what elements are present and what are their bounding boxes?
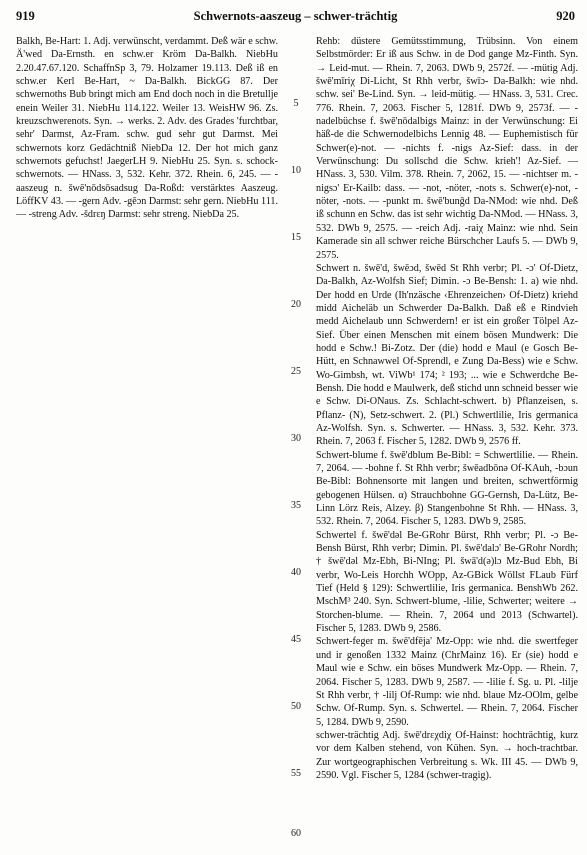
line-number: 55 bbox=[291, 768, 301, 779]
entry-paragraph: Balkh, Be-Hart: 1. Adj. verwünscht, verdammt. Deß wär e schw. Ä'wed Da-Ernsth. en schw.er Kröm Da-Balkh. NiebHu 2.20.47.67.120. SchaffnSp 3, 79. Holzamer 19.113. Deß iß en schw.er Kerl Be-Hart, ~ Da-Balkh. BickGG 87. Der schwernoths Bub bringt mich am End doch noch in die Bretullje enein Weiler 31. NiebHu 114.122. Weiler 13. WeisHW 96. Zs. kreuzschwerenots. Syn. → werks. 2. Adv. des Grades 'furchtbar, sehr' Darmst, Az-Fram. schw. gud sehr gut Darmst. Mei schwernots korz Gedächtniß NiebDa 12. Der hot mich ganz schwernots gefuchst! JaegerLH 9. NiebHu 25. Syn. s. schock-schwernots. — HNass. 3, 532. Kehr. 372. Rhein. 6, 245. — -aaszeug n. šwē'nōdsōsadsug Da-Roßd: verstärktes Aaszeug. LöffKV 43. — -gern Adv. -gēɔn Darmst: sehr gern. NiebHu 111. — -streng Adv. -šdrɛŋ Darmst: sehr streng. NiebDa 25. bbox=[16, 36, 278, 221]
running-head: Schwernots-aaszeug – schwer-trächtig bbox=[193, 9, 398, 23]
line-number: 50 bbox=[291, 701, 301, 712]
line-number: 30 bbox=[291, 433, 301, 444]
page-number-right: 920 bbox=[556, 9, 575, 23]
line-number-gutter bbox=[282, 35, 310, 847]
line-number: 20 bbox=[291, 299, 301, 310]
line-number: 60 bbox=[291, 828, 301, 839]
entry-paragraph: Schwert-blume f. šwē'dblum Be-Bibl: = Schwertlilie. — Rhein. 7, 2064. — -bohne f. St Rhh verbr; šwēadbōnə Of-KAuh, -bɔun Be-Bibl: Bohnensorte mit langen und breiten, schwertförmig gebogenen Hülsen. α) Strauchbohne GG-Gernsh, Da-Lütz, Be-Linn Lörz Reis, Alzey. β) Stangenbohne St Rhh. — HNass. 3, 532. Rhein. 7, 2064. Fischer 5, 1283. DWb 9, 2585. bbox=[316, 449, 578, 528]
page-number-left: 919 bbox=[16, 9, 35, 23]
line-number: 40 bbox=[291, 567, 301, 578]
line-number: 15 bbox=[291, 232, 301, 243]
entry-paragraph: Schwertel f. šwē'dəl Be-GRohr Bürst, Rhh verbr; Pl. -ɔ Be-Bensh Bürst, Rhh verbr; Dimin. Pl. šwē'dalɔ' Be-GRohr Nordh; † šwē'dəl Mz-Ebh, Bi-NIng; Pl. šwā'd(ə)lɔ Mz-Bud Ebh, Bi verbr, Wo-Leis Horchh WOpp, Az-GBick Wöllst FLaub Fürf Tief (Held § 129): Schwertlilie, Iris germanica. BenshWb 262. MschM³ 240. Syn. Schwert-blume, -lilie, Schwerter; weitere → Storchen-blume. — Rhein. 7, 2064 und 2013 (Schwartel). Fischer 5, 1283. DWb 9, 2586. bbox=[316, 529, 578, 635]
entry-paragraph: Schwert-feger m. šwē'dfēja' Mz-Opp: wie nhd. die swertfeger und ir genoßen 1332 Mainz (ChrMainz 16). Er (sie) hodd e Maul wie e Schw. ein böses Mundwerk Mz-Opp. — Rhein. 7, 2064. Fischer 5, 1283. DWb 9, 2587. — -lilie f. Sg. u. Pl. -lilje St Rhh verbr, † -lilj Of-Rump: wie nhd. blaue Mz-OOlm, gelbe Schw. Of-Rump. Syn. s. Schwertel. — Rhein. 7, 2064. Fischer 5, 1284. DWb 9, 2590. bbox=[316, 636, 578, 728]
entry-paragraph: Rehb: düstere Gemütsstimmung, Trübsinn. Von einem Selbstmörder: Er iß aus Schw. in de Dod gange Mz-Finth. Syn. → Leid-mut. — Rhein. 7, 2063. DWb 9, 2572f. — -mütig Adj. šwē'mīriχ Di-Licht, St Rhh verbr, šwīɔ- Da-Balkh: wie nhd. schw. sei' Be-Lind. Syn. → leid-mütig. — HNass. 3, 531. Crec. 776. Rhein. 7, 2063. Fischer 5, 1281f. DWb 9, 2573f. — -nadelbüchse f. šwē'nōdalbigs Mainz: in der Verwünschung: Ei häß-de die Schwernodelbichs Lennig 48. — Euphemistisch für Schwer(e)-not. — -nichts f. -nigs Az-Sief: dass. in der Verwünschung: Du sollschd die Schw. krieh'! Az-Sief. — HNass. 3, 530. Vilm. 378. Rhein. 7, 2062, 15. — -nichtser m. -nigsɔ' Er-Kailb: dass. — -not, -nöter, -nots s. Schwer(e)-not, -nöter, -nots. — -punkt m. šwē'bunḡd Da-NMod: wie nhd. Deß iß schunn en Schw. das ist sehr wichtig Da-NMod. — HNass. 3, 532. DWb 9, 2575. — -reich Adj. -raiχ Mainz: wie nhd. Sein Kamerade sin all schwer reiche Bürschcher Laufs 5. — DWb 9, 2575. bbox=[316, 36, 578, 261]
line-number: 35 bbox=[291, 500, 301, 511]
line-number: 10 bbox=[291, 165, 301, 176]
left-column bbox=[16, 35, 278, 847]
page-header bbox=[16, 9, 575, 27]
line-number: 5 bbox=[293, 98, 299, 109]
right-column bbox=[316, 35, 578, 847]
entry-paragraph: schwer-trächtig Adj. šwē'drɛχdiχ Of-Hainst: hochträchtig, kurz vor dem Kalben stehend, von Kühen. Syn. → hoch-trachtbar. Zur wortgeographischen Verbreitung s. Wk. III 45. — DWb 9, 2590. Vgl. Fischer 5, 1284 (schwer-tragig). bbox=[316, 729, 578, 781]
entry-paragraph: Schwert n. šwē'd, šwēɔd, šwēd St Rhh verbr; Pl. -ɔ' Of-Dietz, Da-Balkh, Az-Wolfsh Sief; Dimin. -ɔ Be-Bensh: 1. a) wie nhd. Der hodd en Urde (Ih'nzäsche ‹Ehrenzeichen› Of-Dietz) kriehd midd Aicheläb un Schwerder Da-Balkh. Daß eß e Rindvieh medd Aichelaub unn Schwerdern! er ist ein großer Tölpel Az-Sief. Über einen Menschen mit einem bösen Mundwerk: Die hodd e Schw.! Bi-Zotz. Der (die) hodd e Maul (e Gosch Be-Hütt, en Schnawwel Of-Sprendl, e Zung Da-Bess) wie e Schw. Wo-Gimbsh, wt. ViWb¹ 174; ² 193; ... wie e Schwerdche Be-Bensh. Die hodd e Maulwerk, deß stichd unn schneid besser wie e Schw. Di-ONaus. Zs. Schlacht-schwert. b) Pflanzeisen, s. Pflanz- (N), Setz-schwert. 2. (Pl.) Schwertlilie, Iris germanica Az-Wolfsh. Syn. s. Schwerter. — HNass. 3, 532. Kehr. 373. Rhein. 7, 2063 f. Fischer 5, 1282. DWb 9, 2576 ff. bbox=[316, 262, 578, 448]
line-number: 45 bbox=[291, 634, 301, 645]
line-number: 25 bbox=[291, 366, 301, 377]
